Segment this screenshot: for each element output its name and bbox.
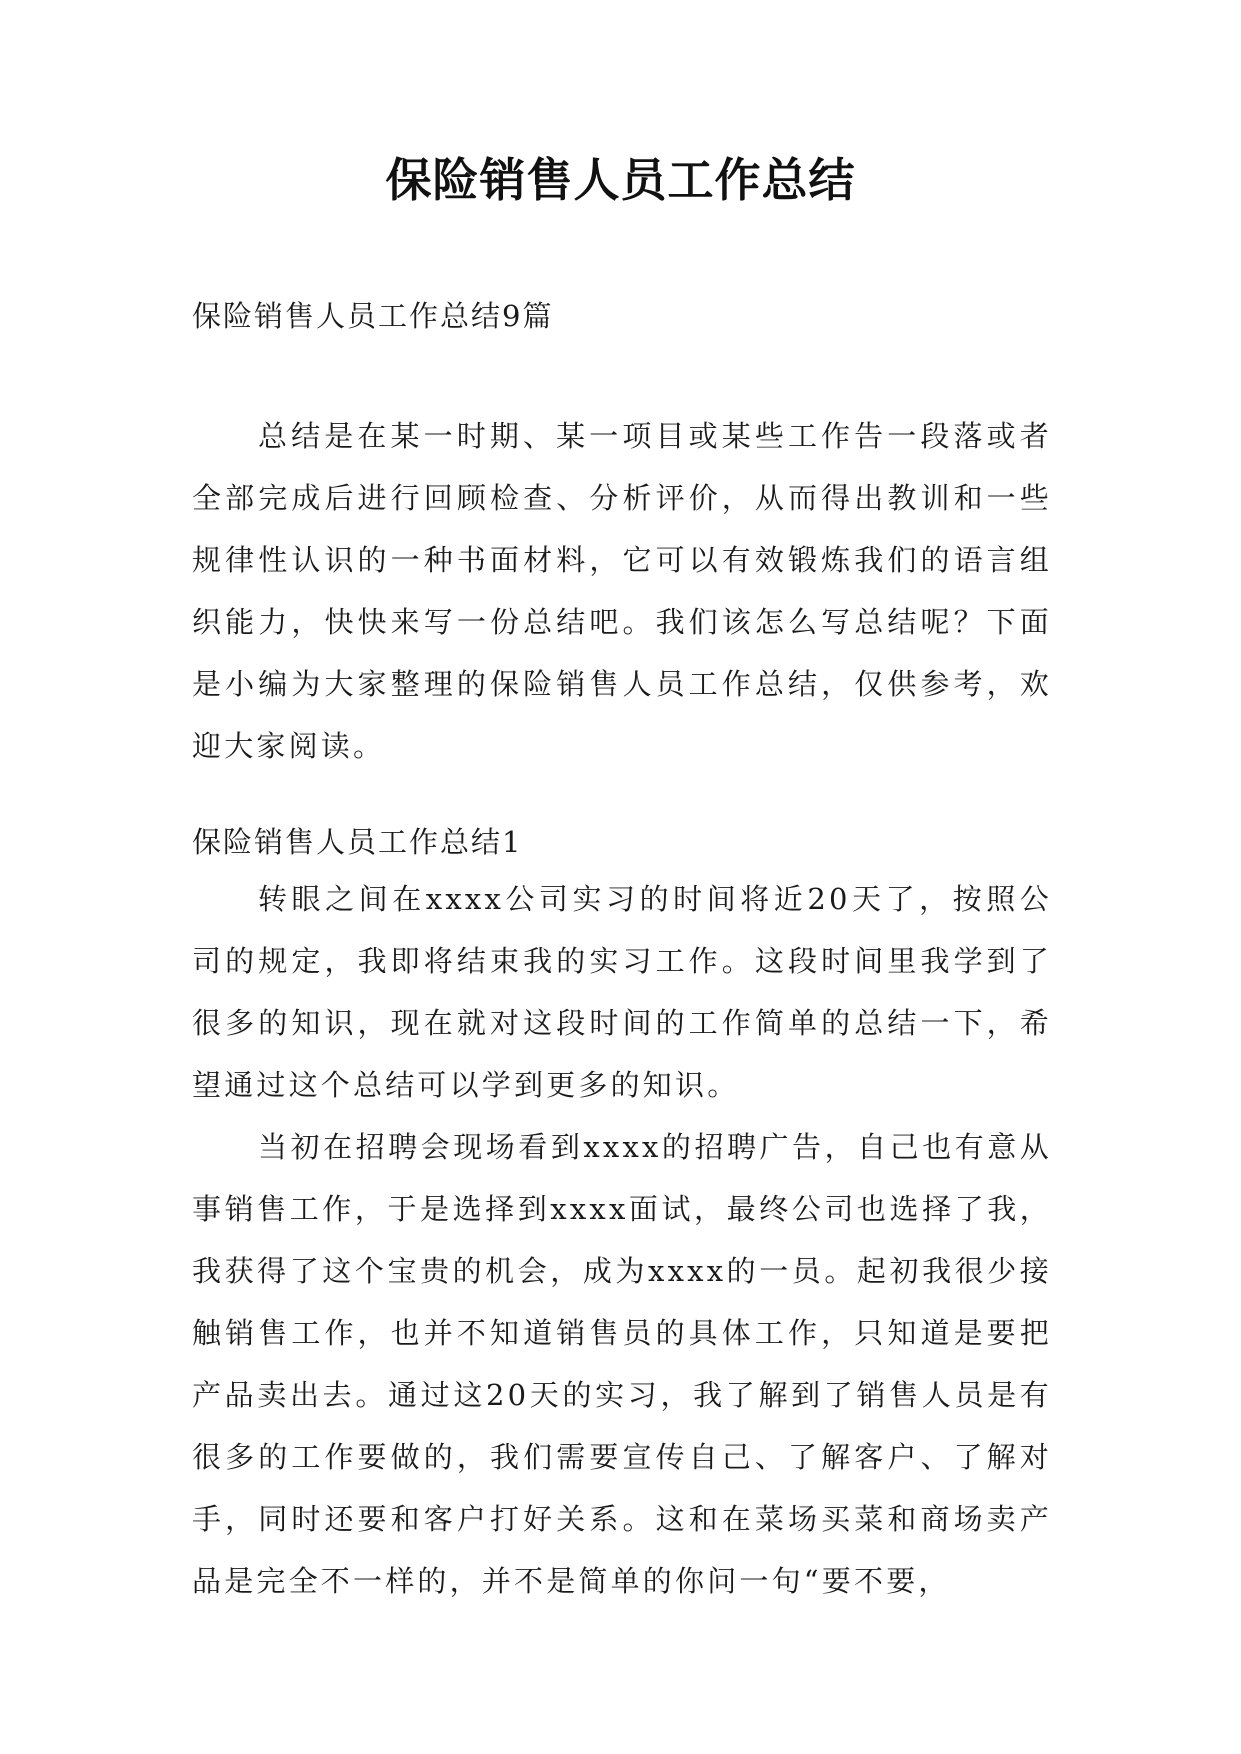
section-1-paragraph-1: 转眼之间在xxxx公司实习的时间将近20天了，按照公司的规定，我即将结束我的实习工作。这段时间里我学到了很多的知识，现在就对这段时间的工作简单的总结一下，希望通过这个总结可以学到更多的知识。 [192, 882, 1052, 1102]
section-1-paragraph-2: 当初在招聘会现场看到xxxx的招聘广告，自己也有意从事销售工作，于是选择到xxxx面试，最终公司也选择了我，我获得了这个宝贵的机会，成为xxxx的一员。起初我很少接触销售工作，也并不知道销售员的具体工作，只知道是要把产品卖出去。通过这20天的实习，我了解到了销售人员是有很多的工作要做的，我们需要宣传自己、了解客户、了解对手，同时还要和客户打好关系。这和在菜场买菜和商场卖产品是完全不一样的，并不是简单的你问一句“要不要， [192, 1130, 1052, 1598]
document-subtitle: 保险销售人员工作总结9篇 [192, 299, 554, 333]
document-title: 保险销售人员工作总结 [385, 153, 856, 207]
intro-paragraph: 总结是在某一时期、某一项目或某些工作告一段落或者全部完成后进行回顾检查、分析评价，从而得出教训和一些规律性认识的一种书面材料，它可以有效锻炼我们的语言组织能力，快快来写一份总结吧。我们该怎么写总结呢？下面是小编为大家整理的保险销售人员工作总结，仅供参考，欢迎大家阅读。 [192, 419, 1052, 763]
section-heading-1: 保险销售人员工作总结1 [192, 825, 523, 859]
